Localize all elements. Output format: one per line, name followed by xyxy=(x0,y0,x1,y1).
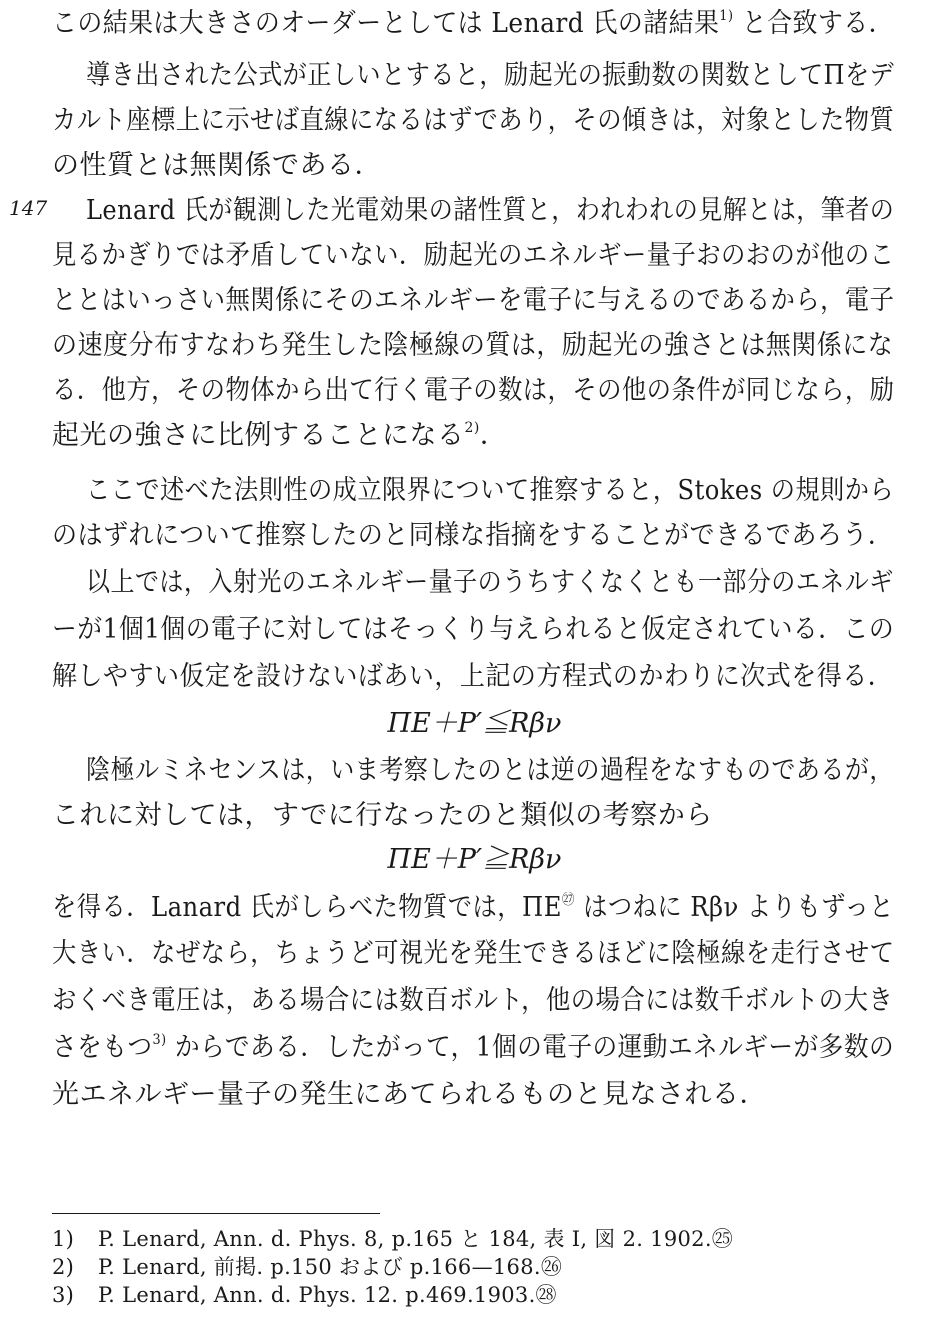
footnote xyxy=(52,1281,892,1309)
text-line: ここで述べた法則性の成立限界について推察すると，Stokes の規則から xyxy=(86,475,895,506)
text-line: 以上では，入射光のエネルギー量子のうちすくなくとも一部分のエネルギ xyxy=(86,567,894,598)
footnote-text: P. Lenard, Ann. d. Phys. 12. p.469.1903.㉘ xyxy=(98,1283,557,1307)
text-line: この結果は大きさのオーダーとしては Lenard 氏の諸結果$^{1)}$ と合致する． xyxy=(52,8,894,39)
text-line: 起光の強さに比例することになる$^{2)}$． xyxy=(52,420,508,451)
formula: ΠE＋P′≦Rβν xyxy=(387,708,562,739)
footnote-divider xyxy=(52,1213,380,1214)
footnote-ref: 1) xyxy=(719,8,734,24)
footnote-number: 2) xyxy=(52,1255,75,1279)
text-line: カルト座標上に示せば直線になるはずであり，その傾きは，対象とした物質 xyxy=(52,105,895,136)
text-line: 光エネルギー量子の発生にあてられるものと見なされる． xyxy=(52,1079,767,1110)
footnote-ref: ㉗ xyxy=(561,892,575,908)
text-line: 見るかぎりでは矛盾していない．励起光のエネルギー量子おのおのが他のこ xyxy=(52,240,895,271)
formula: ΠE＋P′≧Rβν xyxy=(387,844,562,875)
text-line: 陰極ルミネセンスは，いま考察したのとは逆の過程をなすものであるが， xyxy=(86,755,894,786)
footnote xyxy=(52,1253,892,1281)
footnote-number: 1) xyxy=(52,1227,75,1251)
text-line: Lenard 氏が観測した光電効果の諸性質と，われわれの見解とは，筆者の xyxy=(86,195,895,226)
text-line: 解しやすい仮定を設けないばあい，上記の方程式のかわりに次式を得る． xyxy=(52,661,894,692)
text-line: のはずれについて推察したのと同様な指摘をすることができるであろう． xyxy=(52,520,894,551)
footnote-ref: 3) xyxy=(152,1032,167,1048)
text-line: の速度分布すなわち発生した陰極線の質は，励起光の強さとは無関係にな xyxy=(52,330,894,361)
text-line: これに対しては，すでに行なったのと類似の考察から xyxy=(52,800,713,831)
footnote-text: P. Lenard, Ann. d. Phys. 8, p.165 と 184, 表 I, 図 2. 1902.㉕ xyxy=(98,1227,734,1251)
margin-page-number: 147 xyxy=(9,196,48,220)
footnote-ref: 2) xyxy=(464,420,480,436)
text-line: る．他方，その物体から出て行く電子の数は，その他の条件が同じなら，励 xyxy=(52,375,895,406)
footnote-text: P. Lenard, 前掲. p.150 および p.166—168.㉖ xyxy=(98,1255,563,1279)
text-line: おくべき電圧は，ある場合には数百ボルト，他の場合には数千ボルトの大き xyxy=(52,985,894,1016)
text-line: ーが1個1個の電子に対してはそっくり与えられると仮定されている．この xyxy=(52,614,895,645)
text-line: を得る．Lanard 氏がしらべた物質では，$\Pi E^㉗$ はつねに Rβν よりもずっと xyxy=(52,892,894,923)
text-line: ととはいっさい無関係にそのエネルギーを電子に与えるのであるから，電子 xyxy=(52,285,895,316)
text-line: 導き出された公式が正しいとすると，励起光の振動数の関数としてΠをデ xyxy=(86,60,895,91)
text-line: 大きい．なぜなら，ちょうど可視光を発生できるほどに陰極線を走行させて xyxy=(52,938,895,969)
footnote-number: 3) xyxy=(52,1283,75,1307)
footnote xyxy=(52,1225,892,1253)
text-line: さをもつ$^{3)}$ からである．したがって，1個の電子の運動エネルギーが多数の xyxy=(52,1032,895,1063)
text-line: の性質とは無関係である． xyxy=(52,150,382,181)
